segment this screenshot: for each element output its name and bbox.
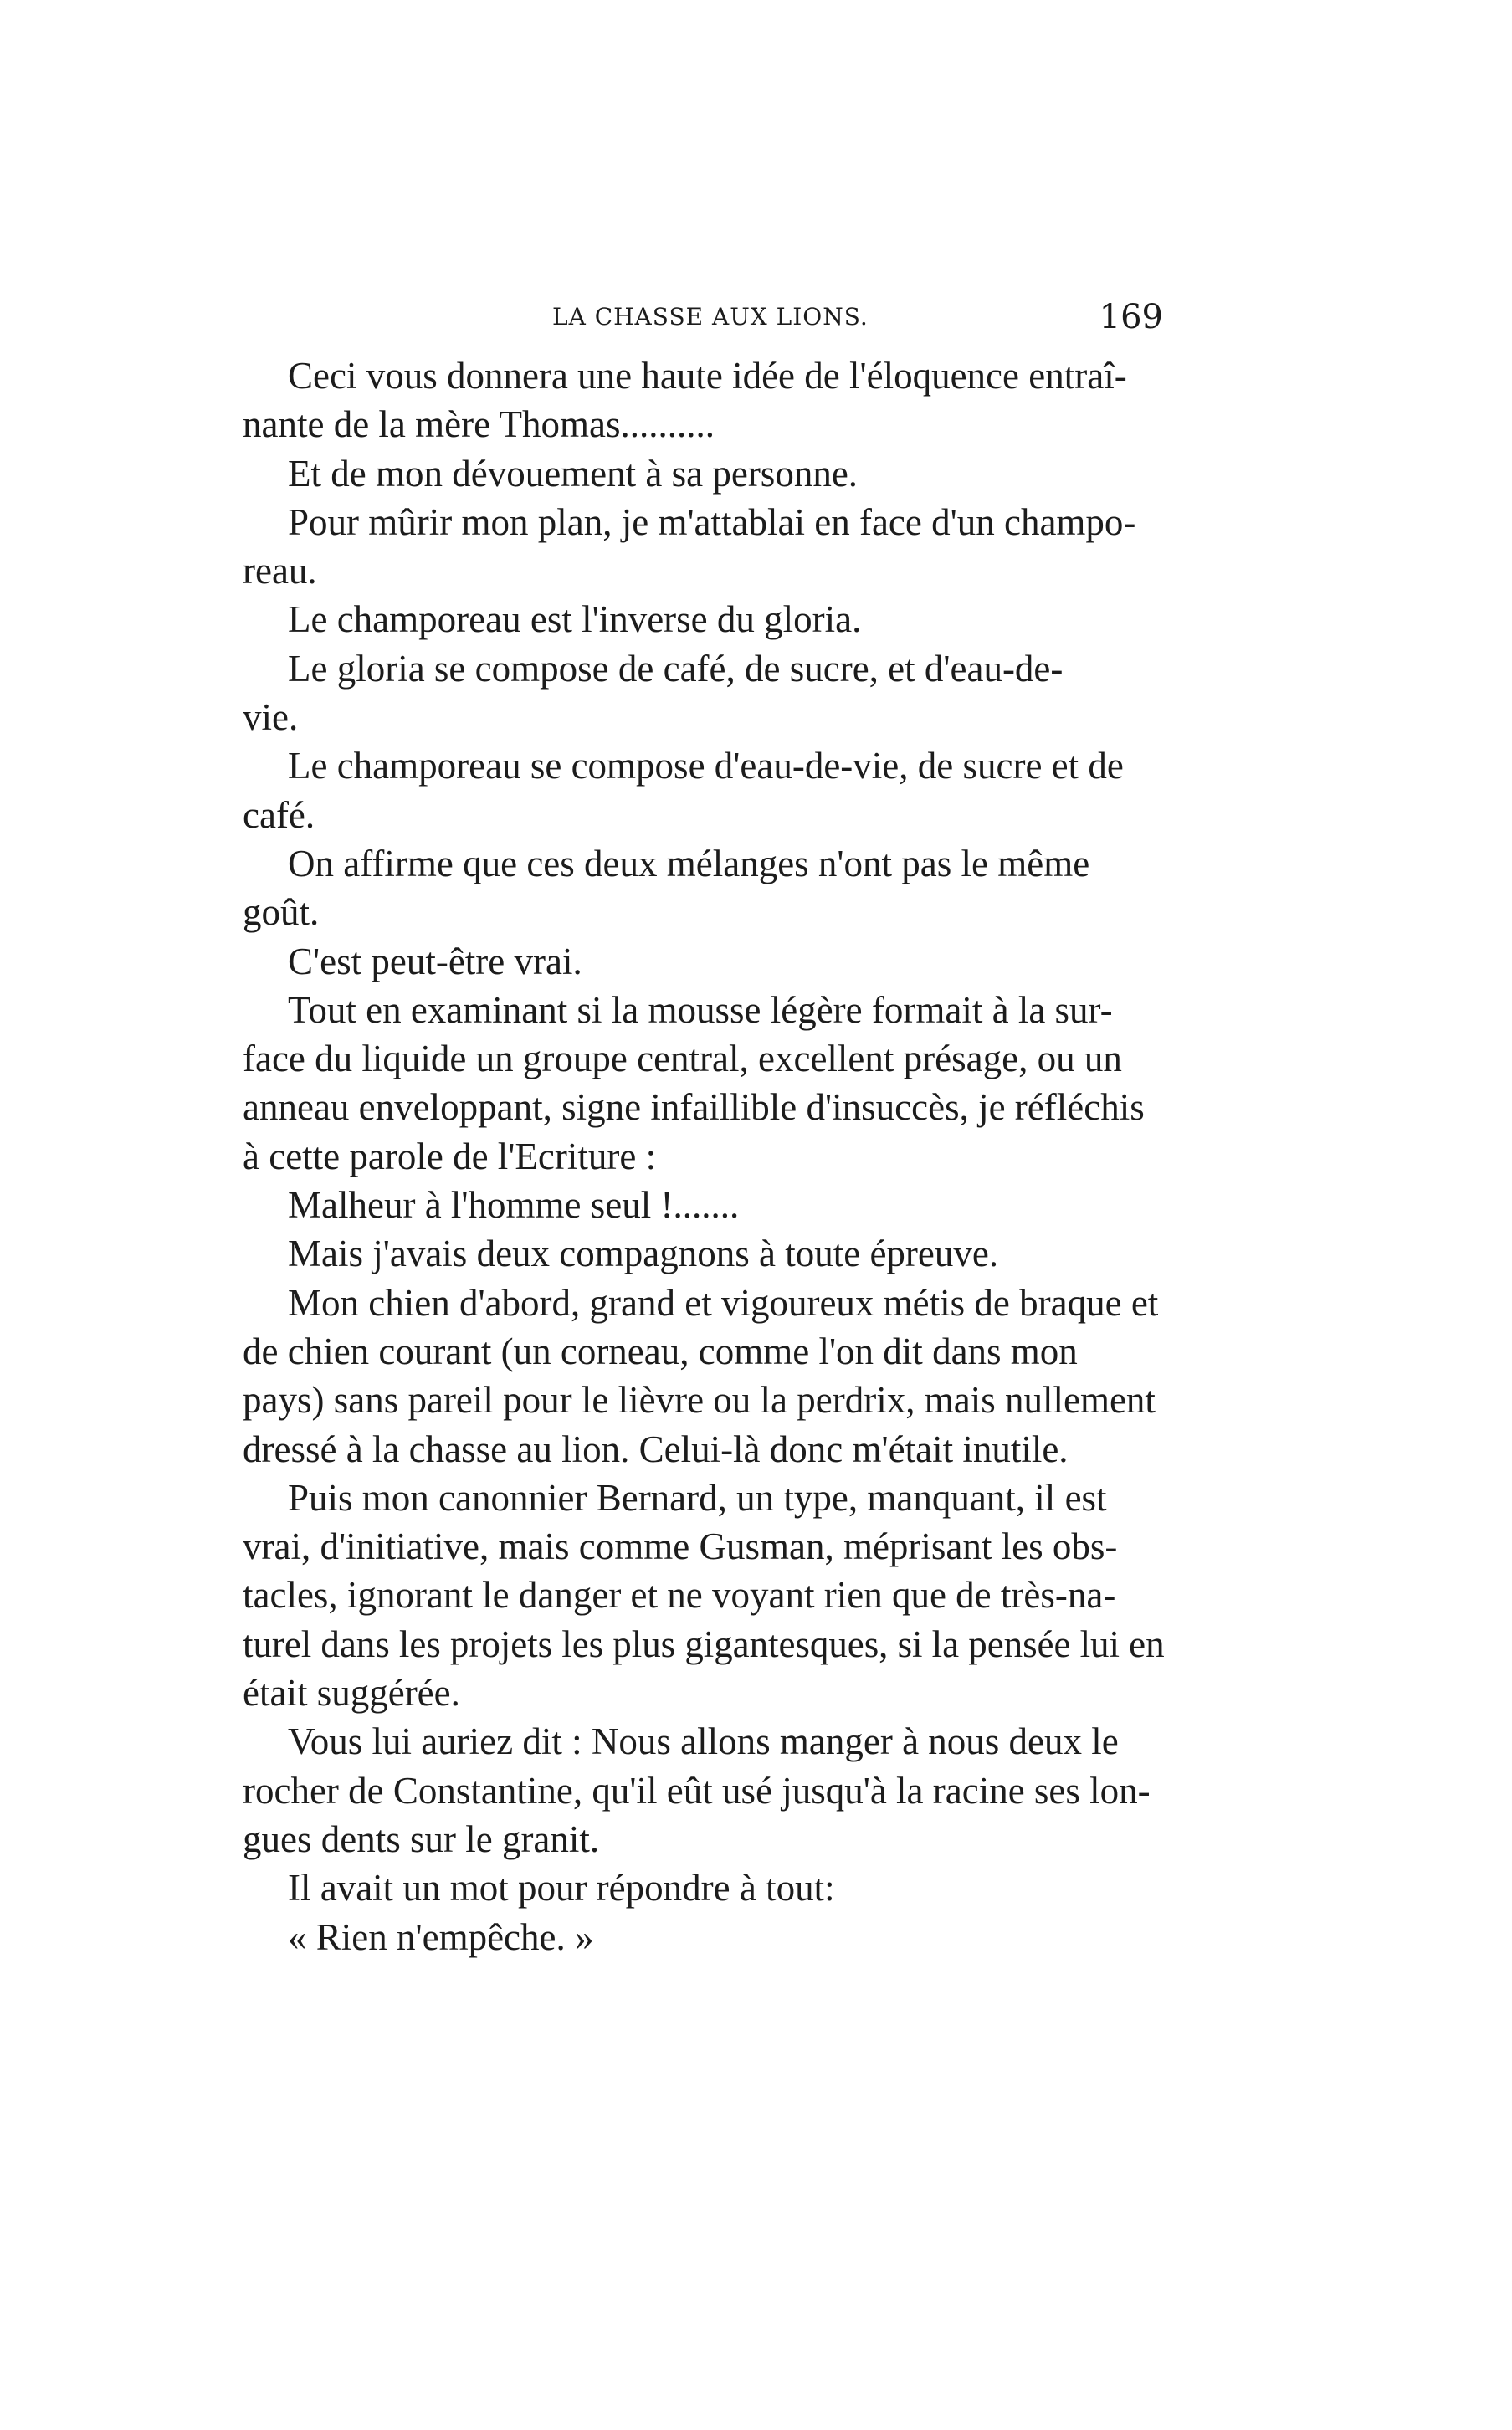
text-line: Le champoreau se compose d'eau-de-vie, de sucre et de [288,745,1124,787]
text-line: Le gloria se compose de café, de sucre, et d'eau-de- [288,647,1064,690]
text-line: était suggérée. [243,1672,460,1715]
page-number: 169 [1099,298,1163,336]
text-line: gues dents sur le granit. [243,1817,600,1860]
text-line: On affirme que ces deux mélanges n'ont pas le même [288,842,1090,884]
text-line: face du liquide un groupe central, excellent présage, ou un [243,1038,1122,1080]
text-line: Il avait un mot pour répondre à tout: [288,1867,835,1910]
text-line: tacles, ignorant le danger et ne voyant rien que de très-na- [243,1574,1116,1617]
running-head [243,298,1163,348]
text-line: turel dans les projets les plus gigantesques, si la pensée lui en [243,1623,1165,1665]
text-line: Puis mon canonnier Bernard, un type, manquant, il est [288,1476,1107,1519]
text-line: rocher de Constantine, qu'il eût usé jusqu'à la racine ses lon- [243,1769,1151,1812]
text-line: vrai, d'initiative, mais comme Gusman, méprisant les obs- [243,1525,1118,1568]
text-line: anneau enveloppant, signe infaillible d'insuccès, je réfléchis [243,1086,1145,1129]
text-line: Malheur à l'homme seul !....... [288,1184,740,1227]
text-line: à cette parole de l'Ecriture : [243,1135,657,1177]
text-line: goût. [243,891,320,934]
text-line: nante de la mère Thomas.......... [243,403,715,446]
text-line: dressé à la chasse au lion. Celui-là donc m'était inutile. [243,1428,1069,1470]
text-line: Mais j'avais deux compagnons à toute épreuve. [288,1233,999,1275]
text-line: Le champoreau est l'inverse du gloria. [288,598,862,641]
text-line: de chien courant (un corneau, comme l'on dit dans mon [243,1330,1078,1372]
text-line: café. [243,793,315,836]
text-line: Pour mûrir mon plan, je m'attablai en face d'un champo- [288,500,1136,543]
text-line: Vous lui auriez dit : Nous allons manger à nous deux le [288,1720,1119,1763]
text-line: Et de mon dévouement à sa personne. [288,452,859,495]
text-line: Ceci vous donnera une haute idée de l'éloquence entraî- [288,355,1127,397]
text-line: reau. [243,550,317,592]
body-text [243,351,1163,1961]
text-line: Tout en examinant si la mousse légère formait à la sur- [288,988,1113,1031]
text-line: C'est peut-être vrai. [288,940,582,982]
text-line: Mon chien d'abord, grand et vigoureux métis de braque et [288,1281,1159,1324]
running-title: LA CHASSE AUX LIONS. [552,303,869,331]
text-line: vie. [243,696,299,739]
text-line: « Rien n'empêche. » [288,1915,594,1958]
text-line: pays) sans pareil pour le lièvre ou la perdrix, mais nullement [243,1379,1156,1422]
